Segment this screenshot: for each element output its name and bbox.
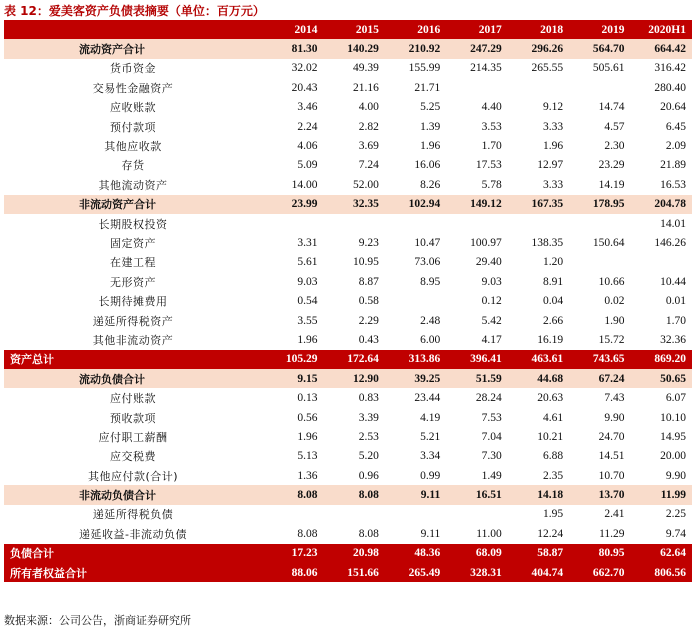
table-cell: [262, 505, 323, 524]
table-cell: 0.58: [358, 295, 379, 308]
row-label: 货币资金: [110, 62, 156, 76]
table-cell: 2.41: [604, 508, 625, 521]
source-note: 数据来源：公司公告，浙商证券研究所: [4, 614, 191, 627]
table-row: [4, 388, 692, 407]
table-cell: 1.96: [297, 333, 318, 346]
table-row: [4, 505, 692, 524]
table-cell: 73.06: [414, 256, 441, 269]
row-label: 负债合计: [4, 544, 262, 563]
table-cell: 16.06: [414, 159, 441, 172]
table-cell: 138.35: [531, 236, 564, 249]
table-cell: 1.95: [543, 508, 564, 521]
table-cell: 48.36: [385, 544, 446, 563]
table-cell: [323, 505, 384, 524]
table-cell: [508, 214, 569, 233]
table-cell: 3.33: [543, 178, 564, 191]
table-cell: [446, 214, 507, 233]
table-cell: 6.00: [420, 333, 441, 346]
table-cell: 9.11: [385, 485, 446, 504]
row-label: 预收款项: [110, 411, 156, 425]
table-cell: [569, 253, 630, 272]
table-cell: 178.95: [569, 195, 630, 214]
table-cell: 12.24: [537, 527, 564, 540]
table-cell: 10.21: [537, 430, 564, 443]
table-cell: 8.08: [262, 485, 323, 504]
row-label: 资产总计: [4, 350, 262, 369]
column-header: 2016: [385, 20, 446, 39]
table-cell: 6.07: [665, 392, 686, 405]
table-cell: 265.49: [385, 563, 446, 582]
table-row: [4, 136, 692, 155]
table-cell: 9.03: [297, 275, 318, 288]
column-header: 2018: [508, 20, 569, 39]
table-cell: 62.64: [631, 544, 692, 563]
table-cell: 2.82: [358, 120, 379, 133]
table-cell: 149.12: [446, 195, 507, 214]
table-row: [4, 408, 692, 427]
table-cell: 14.95: [660, 430, 686, 443]
table-cell: 1.96: [420, 140, 441, 153]
row-label: 其他非流动资产: [92, 333, 174, 347]
row-label: 无形资产: [110, 275, 156, 289]
table-cell: 15.72: [598, 333, 625, 346]
table-cell: [262, 214, 323, 233]
table-cell: 24.70: [598, 430, 625, 443]
row-label: 固定资产: [110, 236, 156, 250]
table-cell: 100.97: [470, 236, 502, 249]
table-row: [4, 156, 692, 175]
table-cell: 151.66: [323, 563, 384, 582]
table-cell: 2.35: [543, 469, 564, 482]
table-cell: 4.61: [543, 411, 564, 424]
table-cell: 3.34: [420, 450, 441, 463]
table-cell: 102.94: [385, 195, 446, 214]
table-cell: 5.78: [481, 178, 502, 191]
table-cell: 214.35: [470, 62, 502, 75]
table-cell: 49.39: [352, 62, 379, 75]
table-cell: 8.08: [323, 485, 384, 504]
table-cell: 67.24: [569, 369, 630, 388]
table-cell: 3.39: [358, 411, 379, 424]
table-cell: 743.65: [569, 350, 630, 369]
table-cell: 167.35: [508, 195, 569, 214]
table-cell: 463.61: [508, 350, 569, 369]
table-cell: 11.29: [599, 527, 625, 540]
table-cell: 81.30: [262, 39, 323, 58]
table-cell: 10.47: [414, 236, 441, 249]
table-cell: [385, 291, 446, 310]
table-row: [4, 253, 692, 272]
table-cell: 20.43: [291, 81, 318, 94]
row-label: 交易性金融资产: [92, 81, 174, 95]
table-cell: 23.29: [598, 159, 625, 172]
row-label: 递延所得税资产: [92, 314, 174, 328]
table-cell: 404.74: [508, 563, 569, 582]
table-row: [4, 427, 692, 446]
table-cell: 23.99: [262, 195, 323, 214]
table-cell: 23.44: [414, 392, 441, 405]
table-cell: 17.53: [475, 159, 502, 172]
table-cell: 155.99: [408, 62, 441, 75]
table-cell: 316.42: [654, 62, 686, 75]
table-cell: 806.56: [631, 563, 692, 582]
table-cell: 10.10: [660, 411, 686, 424]
table-cell: 14.00: [291, 178, 318, 191]
table-cell: 5.42: [481, 314, 502, 327]
table-cell: 20.63: [537, 392, 564, 405]
table-cell: 5.20: [358, 450, 379, 463]
table-cell: 5.21: [420, 430, 441, 443]
table-cell: 7.53: [481, 411, 502, 424]
table-cell: 1.49: [481, 469, 502, 482]
table-cell: 3.69: [358, 140, 379, 153]
table-cell: 247.29: [446, 39, 507, 58]
row-label: 流动资产合计: [4, 39, 262, 58]
table-cell: 6.88: [543, 450, 564, 463]
table-cell: [508, 78, 569, 97]
table-cell: 52.00: [352, 178, 379, 191]
column-header: 2020H1: [631, 20, 692, 39]
table-row: [4, 233, 692, 252]
table-cell: 396.41: [446, 350, 507, 369]
table-cell: 0.54: [297, 295, 318, 308]
table-cell: 20.64: [660, 101, 686, 114]
row-label: 流动负债合计: [4, 369, 262, 388]
table-cell: 8.08: [297, 527, 318, 540]
table-cell: 6.45: [665, 120, 686, 133]
table-cell: 328.31: [446, 563, 507, 582]
table-cell: 105.29: [262, 350, 323, 369]
table-row: [4, 98, 692, 117]
table-cell: 0.43: [358, 333, 379, 346]
table-title: 表 12：爱美客资产负债表摘要（单位：百万元）: [4, 4, 265, 18]
column-header: 2014: [262, 20, 323, 39]
table-cell: [569, 78, 630, 97]
row-label: 应付职工薪酬: [98, 430, 168, 444]
table-cell: 9.74: [665, 527, 686, 540]
table-cell: 20.98: [323, 544, 384, 563]
table-cell: 1.36: [297, 469, 318, 482]
table-cell: 11.99: [631, 485, 692, 504]
table-cell: 7.30: [481, 450, 502, 463]
table-cell: 9.11: [420, 527, 441, 540]
table-cell: [446, 505, 507, 524]
table-row: [4, 524, 692, 543]
table-cell: 2.48: [420, 314, 441, 327]
table-cell: 204.78: [631, 195, 692, 214]
table-row: [4, 447, 692, 466]
table-cell: 10.95: [352, 256, 379, 269]
table-cell: 80.95: [569, 544, 630, 563]
table-cell: 146.26: [654, 236, 686, 249]
table-cell: 9.15: [262, 369, 323, 388]
table-cell: 8.95: [420, 275, 441, 288]
column-header: 2019: [569, 20, 630, 39]
table-cell: 13.70: [569, 485, 630, 504]
subtotal-row: [4, 39, 692, 58]
table-cell: 14.18: [508, 485, 569, 504]
table-cell: 9.90: [665, 469, 686, 482]
table-cell: 140.29: [323, 39, 384, 58]
table-cell: 14.51: [598, 450, 625, 463]
table-cell: 0.01: [665, 295, 686, 308]
row-label: 所有者权益合计: [4, 563, 262, 582]
table-cell: 664.42: [631, 39, 692, 58]
table-cell: 5.25: [420, 101, 441, 114]
table-cell: 5.13: [297, 450, 318, 463]
table-cell: 44.68: [508, 369, 569, 388]
row-label: 其他应付款(合计): [87, 469, 179, 483]
table-cell: 0.83: [358, 392, 379, 405]
table-cell: 3.55: [297, 314, 318, 327]
table-cell: 16.53: [660, 178, 686, 191]
row-label: 长期待摊费用: [98, 295, 168, 309]
table-cell: 0.12: [481, 295, 502, 308]
table-row: [4, 117, 692, 136]
table-row: [4, 175, 692, 194]
table-cell: 4.06: [297, 140, 318, 153]
table-cell: 1.96: [297, 430, 318, 443]
row-label: 非流动负债合计: [4, 485, 262, 504]
row-label: 其他应收款: [104, 140, 162, 154]
table-cell: 150.64: [592, 236, 625, 249]
row-label: 预付款项: [110, 120, 156, 134]
row-label: 递延收益-非流动负债: [79, 527, 187, 541]
row-label: 应交税费: [110, 450, 156, 464]
table-row: [4, 311, 692, 330]
table-cell: 8.87: [358, 275, 379, 288]
table-cell: 2.30: [604, 140, 625, 153]
table-cell: 32.02: [291, 62, 318, 75]
table-cell: 4.00: [358, 101, 379, 114]
table-cell: 17.23: [262, 544, 323, 563]
table-cell: 296.26: [508, 39, 569, 58]
table-cell: 32.35: [323, 195, 384, 214]
table-cell: 7.24: [358, 159, 379, 172]
table-row: [4, 78, 692, 97]
table-cell: 0.99: [420, 469, 441, 482]
table-cell: 2.24: [297, 120, 318, 133]
table-cell: 2.29: [358, 314, 379, 327]
table-cell: [323, 214, 384, 233]
table-cell: 0.04: [543, 295, 564, 308]
table-cell: 50.65: [631, 369, 692, 388]
table-cell: 32.36: [660, 333, 686, 346]
table-cell: 3.31: [297, 236, 318, 249]
table-cell: 869.20: [631, 350, 692, 369]
table-cell: 3.53: [481, 120, 502, 133]
table-cell: 12.90: [323, 369, 384, 388]
row-label: 应付账款: [110, 392, 156, 406]
table-row: [4, 59, 692, 78]
table-row: [4, 272, 692, 291]
table-cell: 280.40: [654, 81, 686, 94]
table-cell: 2.09: [665, 140, 686, 153]
table-cell: [385, 214, 446, 233]
subtotal-row: [4, 369, 692, 388]
table-cell: 0.96: [358, 469, 379, 482]
table-cell: 313.86: [385, 350, 446, 369]
table-cell: 14.01: [660, 217, 686, 230]
table-cell: 14.19: [598, 178, 625, 191]
table-cell: 28.24: [475, 392, 502, 405]
table-cell: [446, 78, 507, 97]
column-header: [4, 20, 262, 39]
table-cell: 10.66: [598, 275, 625, 288]
column-header: 2015: [323, 20, 384, 39]
table-cell: 9.90: [604, 411, 625, 424]
table-cell: 1.70: [481, 140, 502, 153]
table-cell: 21.89: [660, 159, 686, 172]
table-cell: 505.61: [592, 62, 625, 75]
table-cell: 564.70: [569, 39, 630, 58]
table-cell: 21.71: [414, 81, 441, 94]
table-row: [4, 214, 692, 233]
column-header: 2017: [446, 20, 507, 39]
table-cell: 0.13: [297, 392, 318, 405]
row-label: 在建工程: [110, 256, 156, 270]
table-cell: 7.04: [481, 430, 502, 443]
table-cell: 58.87: [508, 544, 569, 563]
table-cell: 29.40: [475, 256, 502, 269]
table-cell: 16.19: [537, 333, 564, 346]
table-cell: 2.53: [358, 430, 379, 443]
table-cell: 8.91: [543, 275, 564, 288]
table-cell: 0.02: [604, 295, 625, 308]
table-cell: 1.39: [420, 120, 441, 133]
row-label: 应收账款: [110, 101, 156, 115]
table-cell: [631, 253, 692, 272]
table-cell: [569, 214, 630, 233]
table-cell: 16.51: [446, 485, 507, 504]
table-cell: 4.40: [481, 101, 502, 114]
table-body: [4, 39, 692, 582]
table-cell: 7.43: [604, 392, 625, 405]
table-cell: 11.00: [476, 527, 502, 540]
table-cell: 0.56: [297, 411, 318, 424]
table-cell: 210.92: [385, 39, 446, 58]
table-cell: 8.26: [420, 178, 441, 191]
table-cell: 2.25: [665, 508, 686, 521]
table-cell: 1.20: [543, 256, 564, 269]
table-cell: 1.96: [543, 140, 564, 153]
table-cell: 21.16: [352, 81, 379, 94]
table-cell: 8.08: [358, 527, 379, 540]
table-cell: 20.00: [660, 450, 686, 463]
row-label: 非流动资产合计: [4, 195, 262, 214]
table-cell: 1.70: [665, 314, 686, 327]
table-cell: [385, 505, 446, 524]
table-cell: 9.03: [481, 275, 502, 288]
table-cell: 5.09: [297, 159, 318, 172]
table-cell: 14.74: [598, 101, 625, 114]
table-cell: 68.09: [446, 544, 507, 563]
table-cell: 2.66: [543, 314, 564, 327]
table-cell: 5.61: [297, 256, 318, 269]
table-cell: 662.70: [569, 563, 630, 582]
table-cell: 10.70: [598, 469, 625, 482]
table-cell: 4.19: [420, 411, 441, 424]
table-cell: 12.97: [537, 159, 564, 172]
table-cell: 265.55: [531, 62, 564, 75]
row-label: 递延所得税负债: [92, 508, 174, 522]
table-row: [4, 330, 692, 349]
row-label: 其他流动资产: [98, 178, 168, 192]
table-row: [4, 466, 692, 485]
subtotal-row: [4, 195, 692, 214]
total-row: [4, 544, 692, 563]
row-label: 存货: [121, 159, 145, 173]
table-cell: 1.90: [604, 314, 625, 327]
total-row: [4, 350, 692, 369]
table-cell: 4.17: [481, 333, 502, 346]
table-cell: 51.59: [446, 369, 507, 388]
total-row: [4, 563, 692, 582]
balance-sheet-table: [4, 20, 692, 582]
table-cell: 9.23: [358, 236, 379, 249]
table-cell: 3.46: [297, 101, 318, 114]
table-cell: 39.25: [385, 369, 446, 388]
table-cell: 88.06: [262, 563, 323, 582]
table-cell: 172.64: [323, 350, 384, 369]
table-cell: 9.12: [543, 101, 564, 114]
table-cell: 10.44: [660, 275, 686, 288]
table-header-row: [4, 20, 692, 39]
table-cell: 3.33: [543, 120, 564, 133]
table-row: [4, 291, 692, 310]
subtotal-row: [4, 485, 692, 504]
row-label: 长期股权投资: [98, 217, 168, 231]
table-cell: 4.57: [604, 120, 625, 133]
